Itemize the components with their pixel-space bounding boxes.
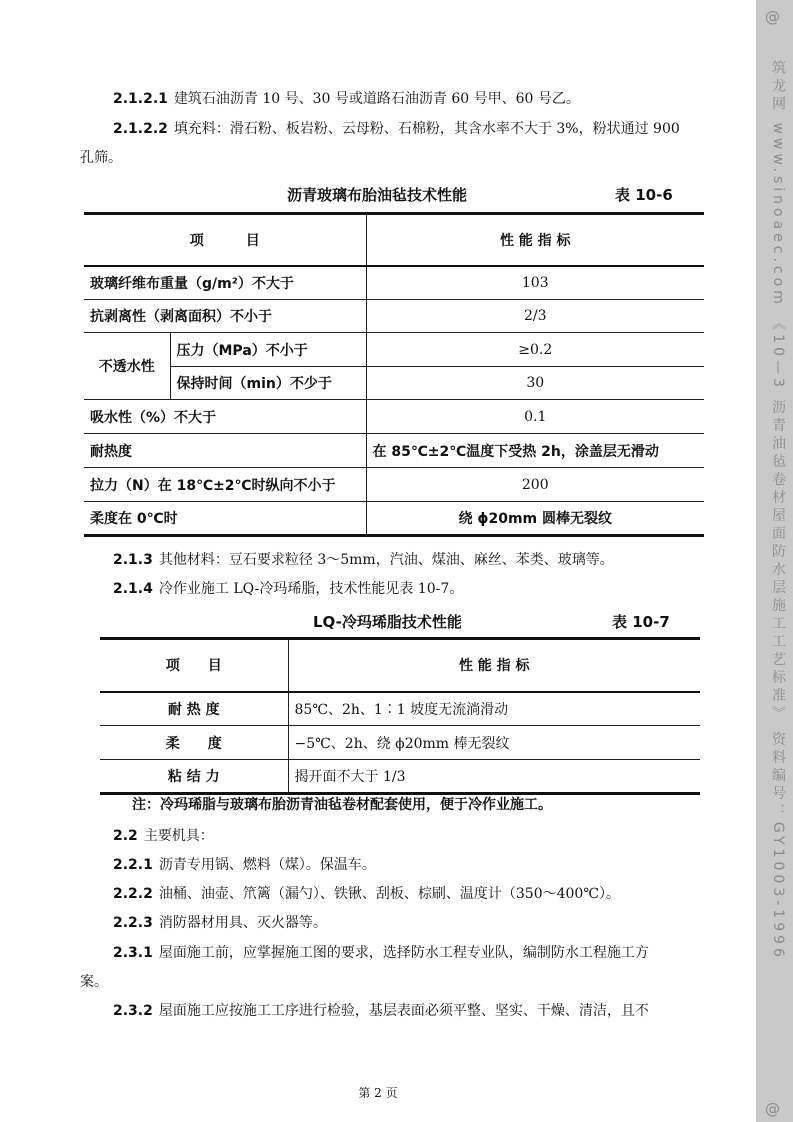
table-row bbox=[84, 434, 704, 468]
row-item: 粘 结 力 bbox=[100, 760, 288, 794]
table-row bbox=[84, 468, 704, 502]
row-item: 拉力（N）在 18℃±2℃时纵向不小于 bbox=[84, 468, 366, 502]
paragraph-number: 2.1.4 bbox=[113, 581, 153, 597]
paragraph-2-2 bbox=[113, 822, 723, 850]
paragraph-2-3-1 bbox=[113, 939, 723, 967]
paragraph-2-1-2-2-cont: 孔筛。 bbox=[80, 150, 122, 166]
paragraph-text: 冷作业施工 LQ-冷玛琋脂，技术性能见表 10-7。 bbox=[158, 581, 464, 597]
table-10-6-title: 沥青玻璃布胎油毡技术性能 bbox=[287, 186, 468, 204]
paragraph-2-1-2-2 bbox=[113, 115, 723, 143]
paragraph-2-2-3 bbox=[113, 909, 723, 937]
row-group-impermeability: 不透水性 bbox=[84, 333, 170, 400]
side-watermark-text: 筑龙网 www.sinoaec.com 《10—3 沥青油毡卷材屋面防水层施工工艺标准》 资料编号：GY1003-1996 bbox=[770, 60, 786, 961]
table-10-7 bbox=[100, 637, 700, 795]
table-row bbox=[100, 692, 700, 726]
paragraph-2-1-3 bbox=[113, 546, 723, 574]
row-item: 吸水性（%）不大于 bbox=[84, 400, 366, 434]
paragraph-text: 消防器材用具、灭火器等。 bbox=[158, 915, 327, 931]
side-at-top: @ bbox=[765, 8, 780, 26]
paragraph-number: 2.1.2.1 bbox=[113, 91, 168, 107]
row-value: 85℃、2h、1∶1 坡度无流淌滑动 bbox=[288, 692, 700, 726]
table-header-row bbox=[100, 639, 700, 692]
table-row bbox=[84, 266, 704, 300]
paragraph-2-3-2 bbox=[113, 997, 723, 1025]
row-value: −5℃、2h、绕 ϕ20mm 棒无裂纹 bbox=[288, 726, 700, 760]
paragraph-text: 建筑石油沥青 10 号、30 号或道路石油沥青 60 号甲、60 号乙。 bbox=[173, 91, 580, 107]
header-item: 项 目 bbox=[84, 214, 366, 266]
paragraph-text: 屋面施工前，应掌握施工图的要求，选择防水工程专业队，编制防水工程施工方 bbox=[158, 945, 649, 961]
paragraph-text: 其他材料：豆石要求粒径 3～5mm，汽油、煤油、麻丝、苯类、玻璃等。 bbox=[158, 552, 614, 568]
table-row bbox=[84, 400, 704, 434]
header-performance: 性 能 指 标 bbox=[288, 639, 700, 692]
paragraph-text: 屋面施工应按施工工序进行检验，基层表面必须平整、坚实、干燥、清洁，且不 bbox=[158, 1003, 649, 1019]
row-item: 抗剥离性（剥离面积）不小于 bbox=[84, 300, 366, 333]
side-watermark-strip bbox=[756, 0, 793, 1122]
paragraph-2-2-1 bbox=[113, 851, 723, 879]
table-10-6-number: 表 10-6 bbox=[615, 186, 673, 204]
paragraph-number: 2.2.1 bbox=[113, 857, 153, 873]
paragraph-text: 油桶、油壶、笊篱（漏勺）、铁锹、刮板、棕刷、温度计（350～400℃）。 bbox=[158, 886, 620, 902]
row-value: ≥0.2 bbox=[366, 333, 704, 367]
table-header-row bbox=[84, 214, 704, 266]
row-value: 0.1 bbox=[366, 400, 704, 434]
paragraph-2-1-4 bbox=[113, 575, 723, 603]
table-row bbox=[84, 367, 704, 400]
table-10-6 bbox=[84, 212, 704, 537]
row-item: 耐热度 bbox=[84, 434, 366, 468]
row-value: 揭开面不大于 1/3 bbox=[288, 760, 700, 794]
row-value: 200 bbox=[366, 468, 704, 502]
paragraph-number: 2.2 bbox=[113, 828, 138, 844]
row-value: 30 bbox=[366, 367, 704, 400]
row-value: 2/3 bbox=[366, 300, 704, 333]
table-10-7-number: 表 10-7 bbox=[612, 613, 670, 631]
row-value: 绕 ϕ20mm 圆棒无裂纹 bbox=[366, 502, 704, 536]
table-note: 注：冷玛琋脂与玻璃布胎沥青油毡卷材配套使用，便于冷作业施工。 bbox=[132, 797, 552, 813]
row-value: 103 bbox=[366, 266, 704, 300]
paragraph-number: 2.3.1 bbox=[113, 945, 153, 961]
side-at-bottom: @ bbox=[765, 1100, 780, 1118]
row-item: 柔 度 bbox=[100, 726, 288, 760]
paragraph-text: 主要机具： bbox=[143, 828, 214, 844]
row-value: 在 85℃±2℃温度下受热 2h，涂盖层无滑动 bbox=[366, 434, 704, 468]
paragraph-number: 2.2.2 bbox=[113, 886, 153, 902]
table-row bbox=[100, 760, 700, 794]
row-item: 保持时间（min）不少于 bbox=[170, 367, 366, 400]
header-item: 项 目 bbox=[100, 639, 288, 692]
paragraph-2-1-2-1 bbox=[113, 85, 723, 113]
row-item: 柔度在 0℃时 bbox=[84, 502, 366, 536]
table-10-7-title: LQ-冷玛琋脂技术性能 bbox=[313, 613, 462, 631]
table-row bbox=[84, 333, 704, 367]
paragraph-text: 填充料：滑石粉、板岩粉、云母粉、石棉粉，其含水率不大于 3%，粉状通过 900 bbox=[173, 121, 680, 137]
header-performance: 性 能 指 标 bbox=[366, 214, 704, 266]
paragraph-number: 2.1.3 bbox=[113, 552, 153, 568]
paragraph-number: 2.2.3 bbox=[113, 915, 153, 931]
row-item: 耐 热 度 bbox=[100, 692, 288, 726]
row-item: 玻璃纤维布重量（g/m²）不大于 bbox=[84, 266, 366, 300]
row-item: 压力（MPa）不小于 bbox=[170, 333, 366, 367]
paragraph-number: 2.1.2.2 bbox=[113, 121, 168, 137]
table-row bbox=[84, 300, 704, 333]
page-number-footer: 第 2 页 bbox=[358, 1086, 398, 1100]
table-row bbox=[84, 502, 704, 536]
paragraph-text: 沥青专用锅、燃料（煤）。保温车。 bbox=[158, 857, 376, 873]
paragraph-2-2-2 bbox=[113, 880, 723, 908]
table-row bbox=[100, 726, 700, 760]
paragraph-2-3-1-cont: 案。 bbox=[80, 974, 108, 990]
paragraph-number: 2.3.2 bbox=[113, 1003, 153, 1019]
